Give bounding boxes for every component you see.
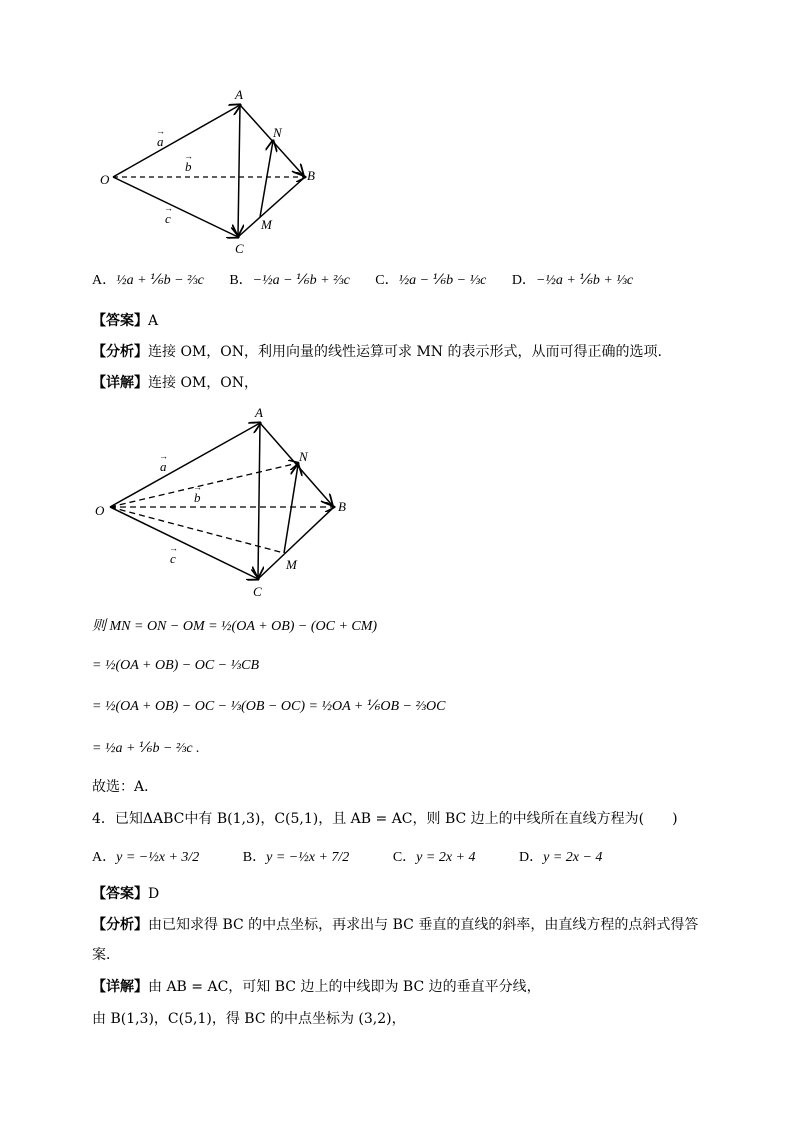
q3-option-d: D．−½a + ⅙b + ⅓c — [511, 273, 634, 288]
vector-label-c: c — [165, 211, 171, 226]
vector-arrow-c: → — [169, 543, 178, 553]
vector-arrow-a: → — [159, 451, 168, 461]
q4-analysis: 【分析】由已知求得 BC 的中点坐标，再求出与 BC 垂直的直线的斜率，由直线方程的点斜式得答 — [92, 917, 699, 933]
vector-label-b: b — [194, 490, 201, 505]
q3-detail: 【详解】连接 OM，ON， — [92, 375, 258, 391]
figure-2-vector-diagram — [92, 403, 362, 603]
q4-option-a: A．y = −½x + 3/2 — [92, 850, 200, 865]
q3-option-a: A．½a + ⅙b − ⅔c — [92, 273, 204, 288]
vector-label-a: a — [160, 459, 167, 474]
q3-option-b: B．−½a − ⅙b + ⅔c — [229, 273, 350, 288]
q3-option-c: C．½a − ⅙b − ⅓c — [375, 273, 487, 288]
q4-option-c: C．y = 2x + 4 — [392, 850, 476, 865]
point-label-N: N — [299, 449, 308, 464]
point-label-C: C — [253, 584, 262, 599]
q4-options-row — [92, 848, 624, 868]
point-label-B: B — [307, 168, 315, 183]
vector-MN — [284, 465, 298, 553]
derivation-line-3: = ½(OA + OB) − OC − ⅓(OB − OC) = ½OA + ⅙OB − ⅔OC — [92, 699, 446, 714]
derivation-line-1: 则 MN = ON − OM = ½(OA + OB) − (OC + CM) — [92, 619, 378, 634]
vector-OC — [113, 177, 238, 237]
q4-stem: 4．已知ΔABC中有 B(1,3)，C(5,1)，且 AB = AC，则 BC 边上的中线所在直线方程为( ) — [92, 811, 678, 827]
figure-1-vector-diagram — [95, 85, 335, 260]
vector-arrow-b: → — [184, 151, 193, 161]
vector-ON-dashed — [110, 463, 298, 507]
vector-OA — [110, 423, 260, 507]
q4-analysis-cont: 案． — [92, 947, 120, 963]
vector-arrow-b: → — [193, 482, 202, 492]
q3-analysis: 【分析】连接 OM，ON，利用向量的线性运算可求 MN 的表示形式，从而可得正确的选项. — [92, 344, 662, 360]
vector-AC — [238, 105, 240, 235]
derivation-line-2: = ½(OA + OB) − OC − ⅓CB — [92, 658, 260, 673]
vector-AB — [260, 423, 332, 505]
q3-answer: 【答案】A — [92, 313, 159, 329]
point-label-A: A — [235, 87, 243, 102]
point-label-A: A — [255, 405, 263, 420]
point-label-B: B — [338, 499, 346, 514]
point-label-N: N — [273, 125, 282, 140]
vector-MN — [260, 141, 273, 217]
q4-detail: 【详解】由 AB = AC，可知 BC 边上的中线即为 BC 边的垂直平分线， — [92, 979, 541, 995]
vector-arrow-c: → — [164, 203, 173, 213]
vector-AC — [258, 423, 260, 577]
vector-label-c: c — [170, 551, 176, 566]
point-label-M: M — [286, 557, 297, 572]
vector-OA — [113, 105, 240, 177]
point-label-C: C — [235, 241, 244, 256]
point-label-O: O — [95, 503, 105, 518]
vector-OC — [110, 507, 258, 579]
vector-label-b: b — [185, 159, 192, 174]
q4-detail-cont: 由 B(1,3)，C(5,1)，得 BC 的中点坐标为 (3,2)， — [92, 1011, 406, 1027]
q3-conclusion: 故选：A． — [92, 779, 159, 795]
vector-arrow-a: → — [156, 126, 165, 136]
q4-option-b: B．y = −½x + 7/2 — [242, 850, 350, 865]
q4-option-d: D．y = 2x − 4 — [518, 850, 603, 865]
vector-label-a: a — [157, 134, 164, 149]
q3-options-row — [92, 271, 655, 291]
vector-AB — [240, 105, 303, 175]
q4-answer: 【答案】D — [92, 886, 160, 902]
point-label-M: M — [261, 217, 272, 232]
derivation-line-4: = ½a + ⅙b − ⅔c . — [92, 741, 200, 756]
point-label-O: O — [100, 172, 110, 187]
